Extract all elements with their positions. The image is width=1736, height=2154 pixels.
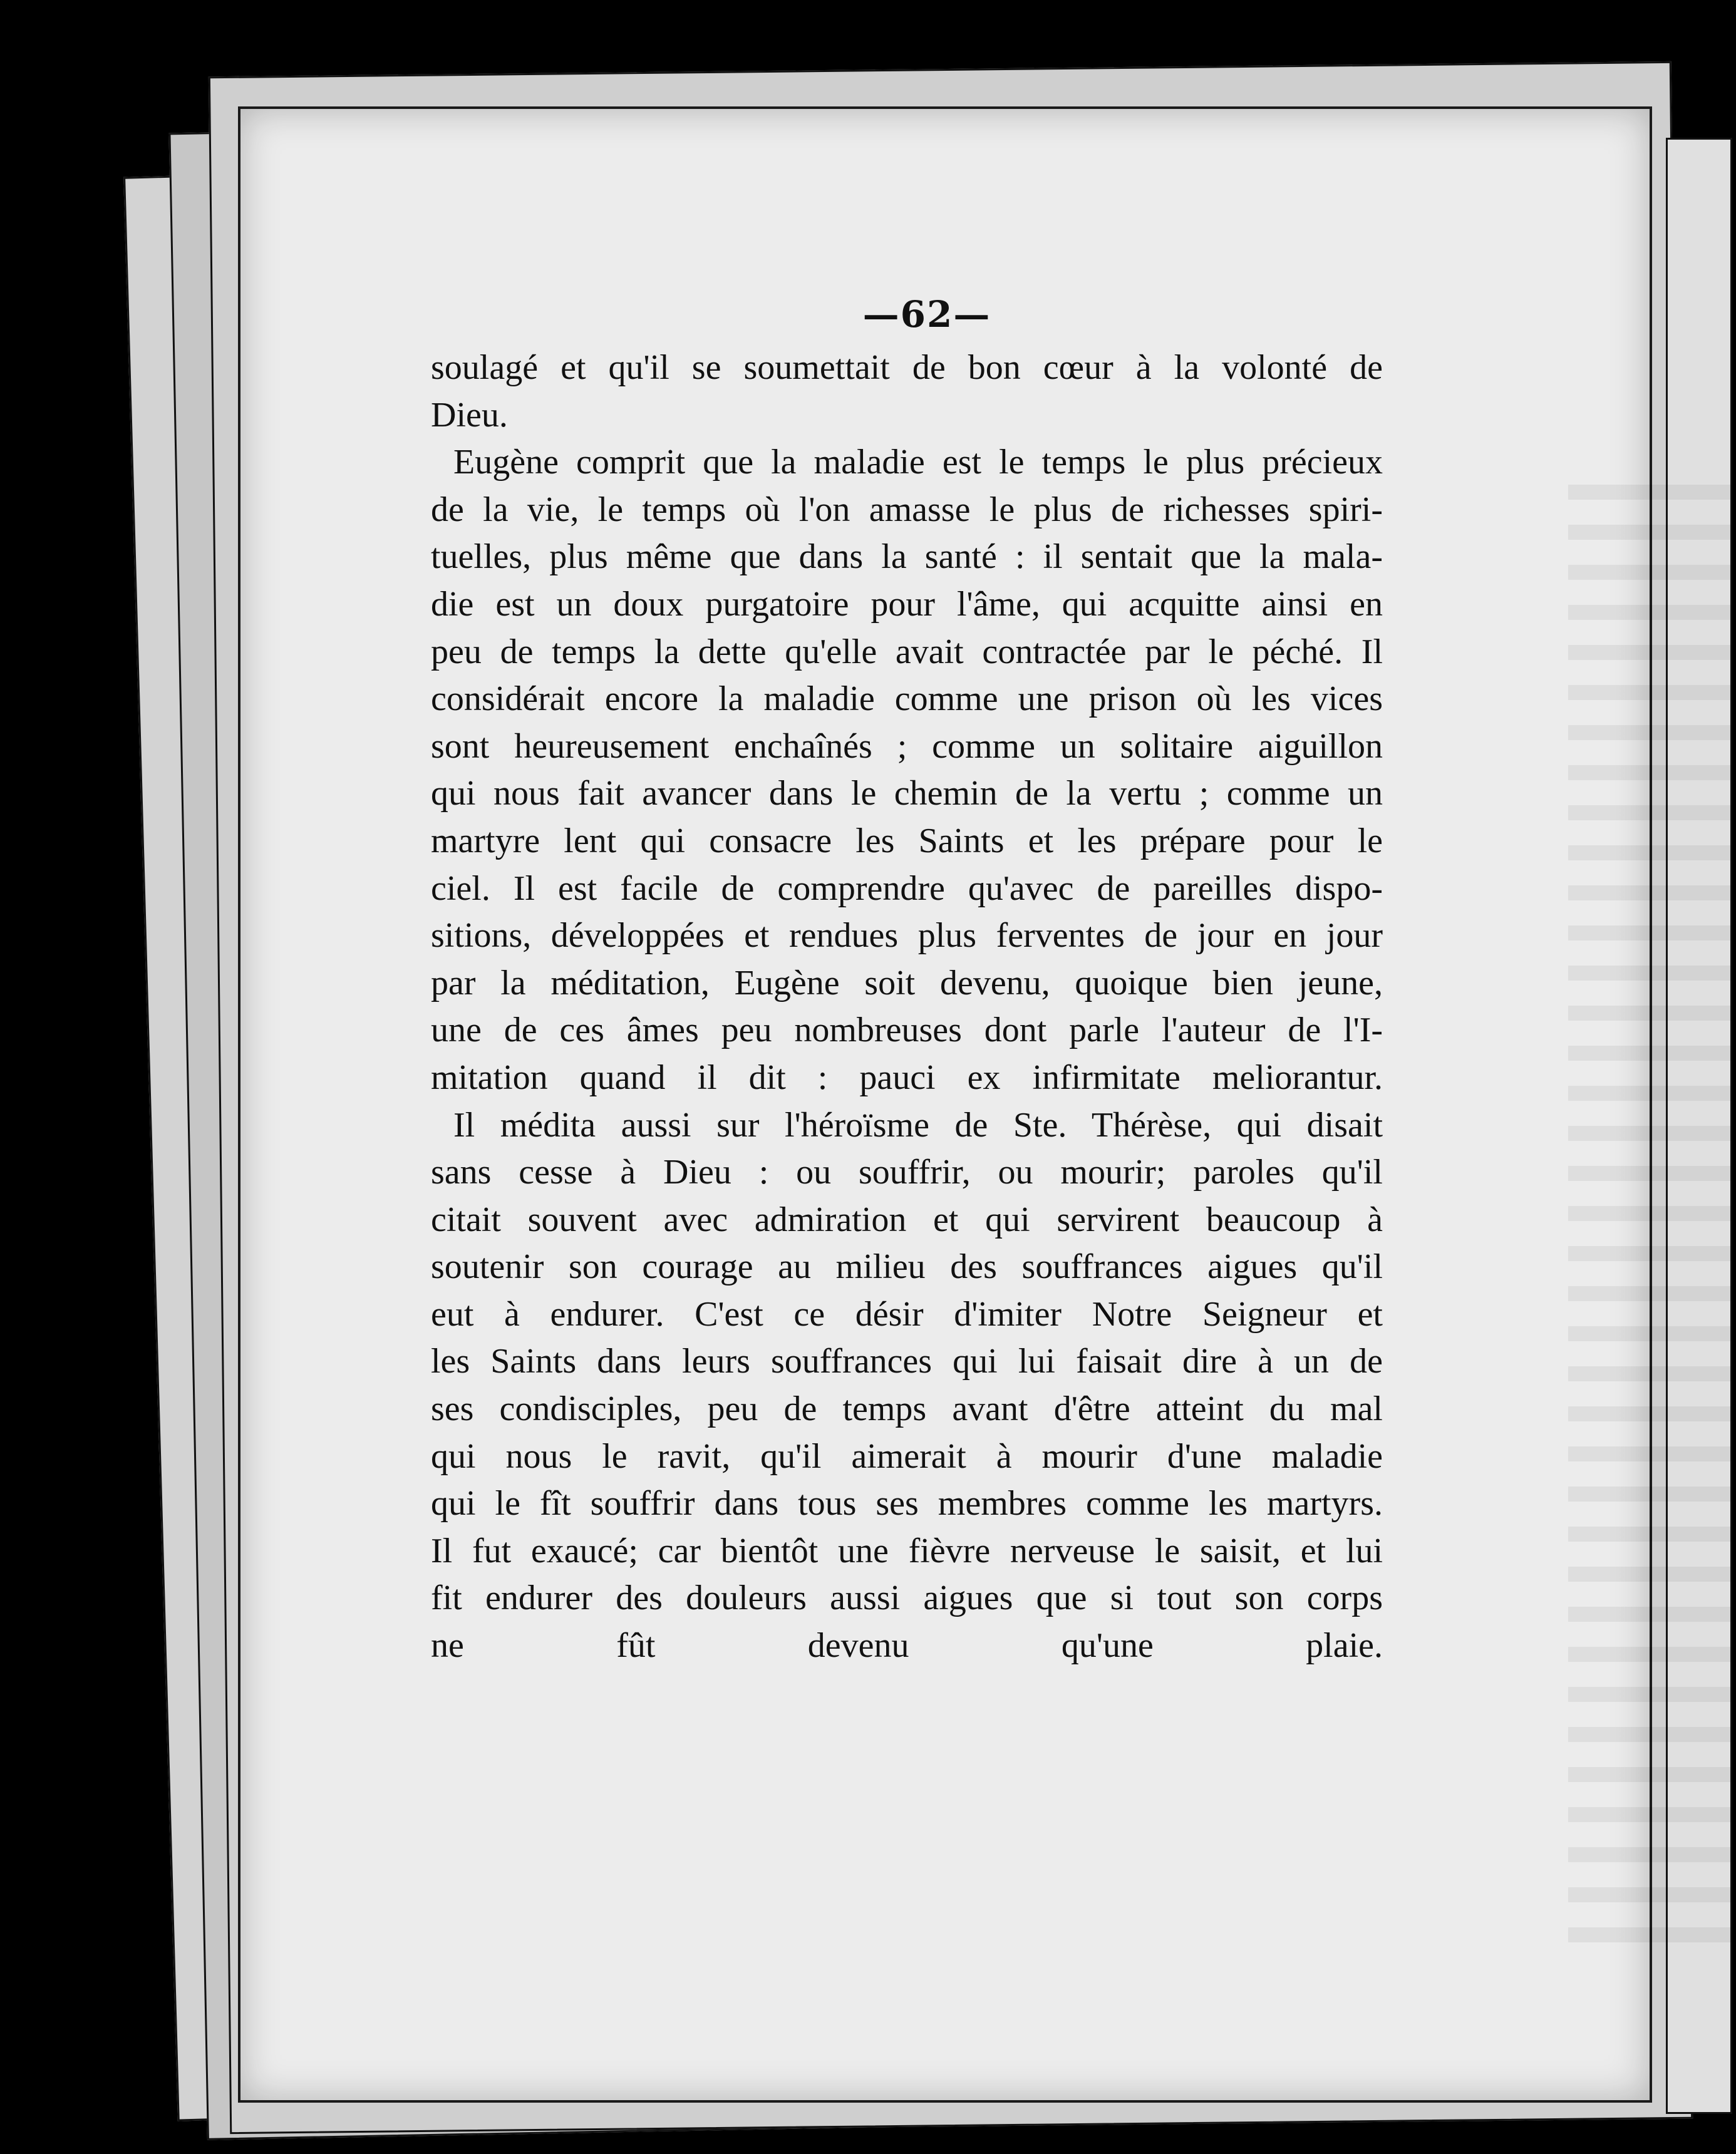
- page-number: —62—: [862, 293, 991, 336]
- paragraph: soulagé et qu'il se soumettait de bon cœur à la volonté de Dieu.: [431, 348, 1383, 435]
- paragraph: Eugène comprit que la maladie est le temps le plus précieux de la vie, le temps où l'on amasse le plus de richesses spiri- tuelles, plus même que dans la santé : il sentait que la mala- die est un doux purgatoire pour l'âme, qui acquitte ainsi en peu de temps la dette qu'elle avait contractée par le péché. Il considérait encore la maladie comme une prison où les vices sont heureusement enchaînés ; comme un solitaire aiguillon qui nous fait avancer dans le chemin de la vertu ; comme un martyre lent qui consacre les Saints et les prépare pour le ciel. Il est facile de comprendre qu'avec de pareilles dispo- sitions, développées et rendues plus ferventes de jour en jour par la méditation, Eugène soit devenu, quoique bien jeune, une de ces âmes peu nombreuses dont parle l'auteur de l'I- mitation quand il dit : pauci ex infirmitate meliorantur.: [431, 443, 1383, 1097]
- paragraph: Il médita aussi sur l'héroïsme de Ste. Thérèse, qui disait sans cesse à Dieu : ou souffrir, ou mourir; paroles qu'il citait souvent avec admiration et qui servirent beaucoup à soutenir son courage au milieu des souffrances aigues qu'il eut à endurer. C'est ce désir d'imiter Notre Seigneur et les Saints dans leurs souffrances qui lui faisait dire à un de ses condisciples, peu de temps avant d'être atteint du mal qui nous le ravit, qu'il aimerait à mourir d'une maladie qui le fît souffrir dans tous ses membres comme les martyrs. Il fut exaucé; car bientôt une fièvre nerveuse le saisit, et lui fit endurer des douleurs aussi aigues que si tout son corps ne fût devenu qu'une plaie.: [431, 1105, 1383, 1666]
- bleed-through-text: [1568, 460, 1736, 1962]
- body-text: [431, 344, 1383, 1670]
